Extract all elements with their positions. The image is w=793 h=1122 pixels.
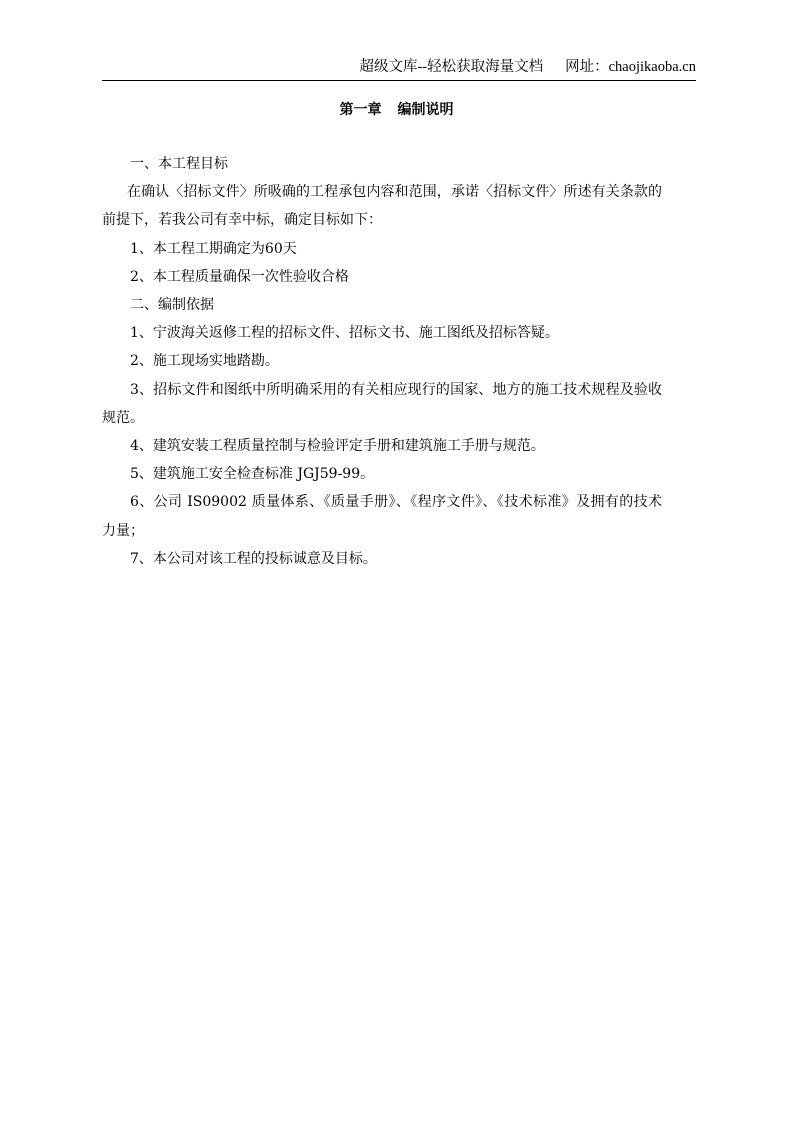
paragraph: 3、招标文件和图纸中所明确采用的有关相应现行的国家、地方的施工技术规程及验收规范。	[102, 381, 662, 426]
document-body	[102, 150, 662, 573]
paragraph: 1、宁波海关返修工程的招标文件、招标文书、施工图纸及招标答疑。	[130, 325, 559, 342]
section-heading-basis: 二、编制依据	[130, 297, 214, 314]
paragraph: 在确认〈招标文件〉所吸确的工程承包内容和范围，承诺〈招标文件〉所述有关条款的前提下，若我公司有幸中标，确定目标如下：	[102, 184, 662, 229]
paragraph: 2、施工现场实地踏勘。	[130, 353, 279, 370]
paragraph: 5、建筑施工安全检查标准 JGJ59-99。	[130, 466, 375, 483]
header-site-name: 超级文库--轻松获取海量文档	[359, 59, 544, 75]
header-url: 网址：chaojikaoba.cn	[565, 59, 696, 75]
paragraph: 7、本公司对该工程的投标诚意及目标。	[130, 550, 377, 567]
chapter-title	[0, 99, 793, 119]
section-heading-goals: 一、本工程目标	[130, 156, 228, 172]
page-header	[102, 56, 696, 81]
paragraph: 2、本工程质量确保一次性验收合格	[130, 268, 349, 285]
paragraph: 4、建筑安装工程质量控制与检验评定手册和建筑施工手册与规范。	[130, 438, 545, 455]
chapter-name: 编制说明	[397, 102, 454, 118]
paragraph: 6、公司 IS09002 质量体系、《质量手册》、《程序文件》、《技术标准》及拥有的技术力量；	[102, 494, 662, 539]
paragraph: 1、本工程工期确定为60天	[130, 240, 297, 257]
chapter-number: 第一章	[339, 102, 382, 118]
